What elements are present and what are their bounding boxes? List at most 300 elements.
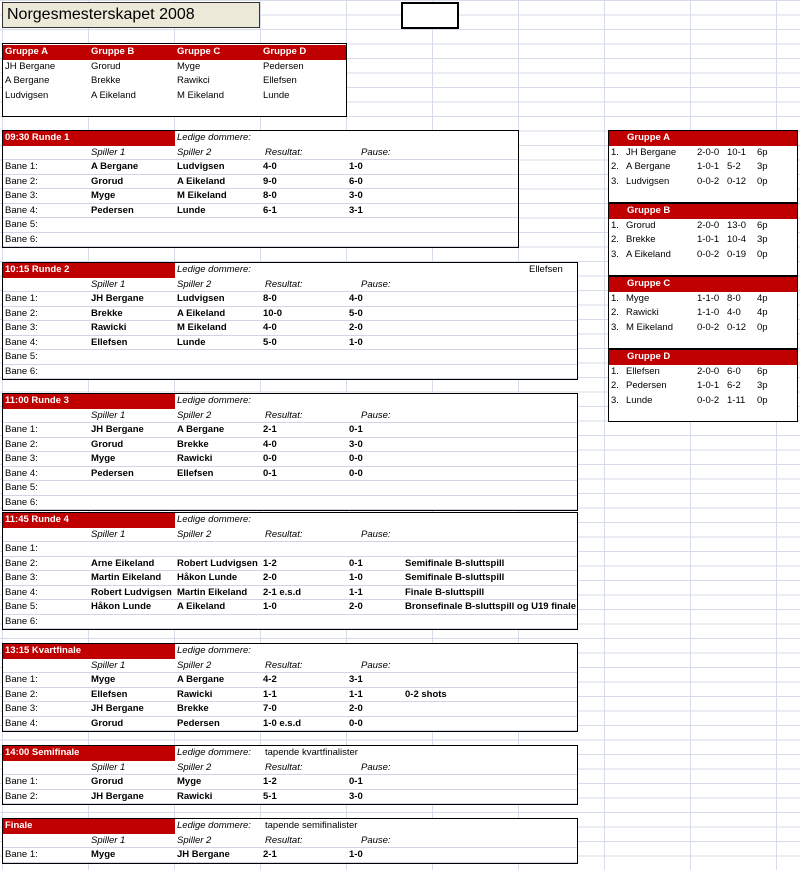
player1[interactable] — [91, 233, 175, 248]
pause-score[interactable]: 0-0 — [349, 453, 363, 464]
player2[interactable]: Ludvigsen — [177, 293, 225, 304]
match-note[interactable] — [405, 467, 577, 482]
player-name[interactable]: Myge — [626, 292, 650, 304]
pause-score[interactable]: 1-0 — [349, 336, 363, 348]
goal-diff[interactable]: 0-19 — [727, 248, 747, 260]
round-title[interactable]: 11:45 Runde 4 — [5, 514, 69, 525]
group-member[interactable]: A Bergane — [5, 75, 50, 86]
result[interactable]: 0-1 — [263, 467, 277, 479]
player-name[interactable]: Brekke — [626, 234, 656, 245]
court-label[interactable]: Bane 5: — [5, 351, 38, 362]
spiller2-label[interactable]: Spiller 2 — [177, 761, 212, 773]
player1[interactable]: Grorud — [91, 175, 124, 187]
judges-label[interactable]: Ledige dommere: — [177, 264, 251, 275]
pause-label[interactable]: Pause: — [361, 278, 391, 290]
position[interactable]: 3. — [611, 175, 619, 187]
match-note[interactable] — [405, 423, 577, 438]
result[interactable]: 2-1 — [263, 849, 277, 860]
judges-label[interactable]: Ledige dommere: — [177, 820, 251, 831]
position[interactable]: 1. — [611, 219, 619, 231]
pause-score[interactable] — [349, 350, 405, 365]
player-name[interactable]: A Eikeland — [626, 248, 671, 260]
position[interactable]: 1. — [611, 365, 619, 377]
spiller1-label[interactable]: Spiller 1 — [91, 659, 126, 671]
match-note[interactable] — [405, 233, 577, 248]
court-label[interactable]: Bane 5: — [5, 219, 38, 230]
player1[interactable] — [91, 542, 175, 557]
player1[interactable]: Brekke — [91, 307, 123, 319]
goal-diff[interactable]: 10-4 — [727, 234, 747, 245]
pause-score[interactable]: 2-0 — [349, 703, 363, 714]
player2[interactable] — [177, 218, 261, 233]
position[interactable]: 2. — [611, 307, 619, 318]
court-label[interactable]: Bane 2: — [5, 557, 38, 569]
spiller1-label[interactable]: Spiller 1 — [91, 761, 126, 773]
group-member[interactable]: A Eikeland — [91, 89, 136, 101]
match-note[interactable]: Semifinale B-sluttspill — [405, 557, 505, 569]
group-member[interactable]: M Eikeland — [177, 89, 224, 101]
round-extra[interactable] — [529, 819, 577, 834]
result[interactable]: 10-0 — [263, 307, 283, 319]
record[interactable]: 1-0-1 — [697, 161, 720, 172]
match-note[interactable]: 0-2 shots — [405, 688, 447, 700]
group-header[interactable]: Gruppe D — [263, 46, 307, 57]
pause-score[interactable]: 1-1 — [349, 586, 363, 598]
goal-diff[interactable]: 1-11 — [727, 394, 746, 406]
court-label[interactable]: Bane 4: — [5, 717, 38, 729]
player2[interactable]: Brekke — [177, 438, 209, 450]
pause-label[interactable]: Pause: — [361, 409, 391, 421]
round-extra[interactable] — [529, 513, 577, 528]
result[interactable]: 5-1 — [263, 790, 277, 802]
standings-title[interactable]: Gruppe C — [627, 278, 671, 289]
pause-score[interactable] — [349, 496, 405, 511]
pause-score[interactable]: 3-1 — [349, 204, 363, 216]
court-label[interactable]: Bane 6: — [5, 496, 38, 508]
result[interactable]: 4-0 — [263, 438, 277, 450]
court-label[interactable]: Bane 6: — [5, 365, 38, 377]
player1[interactable]: Grorud — [91, 776, 124, 787]
match-note[interactable] — [405, 615, 577, 630]
judges-value[interactable]: tapende kvartfinalister — [265, 747, 358, 758]
points[interactable]: 6p — [757, 146, 768, 158]
pause-score[interactable] — [349, 615, 405, 630]
round-extra[interactable]: Ellefsen — [529, 264, 563, 275]
spiller2-label[interactable]: Spiller 2 — [177, 659, 212, 671]
resultat-label[interactable]: Resultat: — [265, 278, 303, 290]
group-member[interactable]: Grorud — [91, 60, 121, 72]
pause-score[interactable] — [349, 218, 405, 233]
match-note[interactable]: Semifinale B-sluttspill — [405, 572, 505, 583]
position[interactable]: 3. — [611, 321, 619, 333]
match-note[interactable] — [405, 321, 577, 336]
pause-label[interactable]: Pause: — [361, 659, 391, 671]
player-name[interactable]: Ellefsen — [626, 365, 660, 377]
position[interactable]: 3. — [611, 394, 619, 406]
player2[interactable]: Lunde — [177, 336, 206, 348]
goal-diff[interactable]: 4-0 — [727, 307, 741, 318]
player-name[interactable]: Grorud — [626, 219, 656, 231]
player2[interactable]: A Eikeland — [177, 175, 226, 187]
record[interactable]: 0-0-2 — [697, 321, 720, 333]
court-label[interactable]: Bane 3: — [5, 453, 38, 464]
judges-label[interactable]: Ledige dommere: — [177, 514, 251, 525]
group-member[interactable]: Brekke — [91, 75, 121, 86]
player2[interactable]: Ellefsen — [177, 467, 214, 479]
court-label[interactable]: Bane 1: — [5, 161, 38, 172]
round-extra[interactable] — [529, 394, 577, 409]
standings-title[interactable]: Gruppe A — [627, 132, 670, 143]
judges-value[interactable] — [265, 394, 465, 409]
points[interactable]: 3p — [757, 234, 768, 245]
position[interactable]: 2. — [611, 234, 619, 245]
result[interactable]: 6-1 — [263, 204, 277, 216]
spiller2-label[interactable]: Spiller 2 — [177, 278, 212, 290]
player2[interactable]: Martin Eikeland — [177, 586, 248, 598]
court-label[interactable]: Bane 1: — [5, 424, 38, 435]
judges-label[interactable]: Ledige dommere: — [177, 395, 251, 406]
match-note[interactable] — [405, 218, 577, 233]
court-label[interactable]: Bane 4: — [5, 586, 38, 598]
result[interactable]: 8-0 — [263, 190, 277, 201]
standings-title[interactable]: Gruppe D — [627, 351, 671, 362]
result[interactable]: 1-0 — [263, 601, 277, 612]
pause-score[interactable]: 1-0 — [349, 161, 363, 172]
pause-score[interactable]: 3-0 — [349, 438, 363, 450]
group-member[interactable]: JH Bergane — [5, 60, 56, 72]
judges-value[interactable] — [265, 131, 465, 146]
match-note[interactable] — [405, 848, 577, 863]
round-title[interactable]: 09:30 Runde 1 — [5, 132, 70, 143]
player1[interactable]: Arne Eikeland — [91, 557, 155, 569]
standings-title[interactable]: Gruppe B — [627, 205, 671, 216]
player1[interactable]: JH Bergane — [91, 293, 144, 304]
player-name[interactable]: A Bergane — [626, 161, 671, 172]
result[interactable]: 1-0 e.s.d — [263, 717, 302, 729]
round-title[interactable]: 14:00 Semifinale — [5, 747, 80, 758]
result[interactable]: 8-0 — [263, 293, 277, 304]
pause-score[interactable]: 0-0 — [349, 717, 363, 729]
record[interactable]: 1-1-0 — [697, 292, 720, 304]
match-note[interactable] — [405, 542, 577, 557]
result[interactable]: 4-0 — [263, 161, 277, 172]
goal-diff[interactable]: 0-12 — [727, 321, 747, 333]
resultat-label[interactable]: Resultat: — [265, 834, 303, 846]
result[interactable]: 2-1 — [263, 424, 277, 435]
round-extra[interactable] — [529, 644, 577, 659]
group-member[interactable]: Ellefsen — [263, 75, 297, 86]
court-label[interactable]: Bane 1: — [5, 849, 38, 860]
position[interactable]: 2. — [611, 161, 619, 172]
goal-diff[interactable]: 13-0 — [727, 219, 747, 231]
spiller1-label[interactable]: Spiller 1 — [91, 409, 126, 421]
player2[interactable]: Rawicki — [177, 790, 213, 802]
judges-value[interactable] — [265, 263, 465, 278]
pause-score[interactable]: 0-0 — [349, 467, 363, 479]
court-label[interactable]: Bane 2: — [5, 175, 38, 187]
spiller1-label[interactable]: Spiller 1 — [91, 834, 126, 846]
court-label[interactable]: Bane 1: — [5, 293, 38, 304]
court-label[interactable]: Bane 1: — [5, 543, 38, 554]
spiller2-label[interactable]: Spiller 2 — [177, 834, 212, 846]
record[interactable]: 0-0-2 — [697, 175, 720, 187]
pause-score[interactable]: 2-0 — [349, 322, 363, 333]
goal-diff[interactable]: 10-1 — [727, 146, 747, 158]
player2[interactable] — [177, 542, 261, 557]
resultat-label[interactable]: Resultat: — [265, 761, 303, 773]
player1[interactable]: Grorud — [91, 438, 124, 450]
judges-value[interactable]: tapende semifinalister — [265, 820, 358, 831]
player2[interactable]: Håkon Lunde — [177, 572, 238, 583]
player1[interactable]: JH Bergane — [91, 790, 144, 802]
player2[interactable]: M Eikeland — [177, 190, 227, 201]
pause-score[interactable] — [349, 481, 405, 496]
pause-score[interactable]: 6-0 — [349, 175, 363, 187]
position[interactable]: 2. — [611, 380, 619, 391]
match-note[interactable] — [405, 307, 577, 322]
player-name[interactable]: Lunde — [626, 394, 653, 406]
result[interactable]: 1-1 — [263, 688, 277, 700]
result[interactable]: 2-0 — [263, 572, 277, 583]
points[interactable]: 4p — [757, 307, 768, 318]
court-label[interactable]: Bane 2: — [5, 790, 38, 802]
points[interactable]: 0p — [757, 321, 768, 333]
pause-score[interactable]: 1-0 — [349, 849, 363, 860]
record[interactable]: 1-0-1 — [697, 234, 720, 245]
court-label[interactable]: Bane 2: — [5, 438, 38, 450]
spiller2-label[interactable]: Spiller 2 — [177, 528, 212, 540]
player2[interactable] — [177, 615, 261, 630]
resultat-label[interactable]: Resultat: — [265, 146, 303, 158]
round-title[interactable]: 13:15 Kvartfinale — [5, 645, 82, 656]
player2[interactable] — [177, 350, 261, 365]
spiller1-label[interactable]: Spiller 1 — [91, 278, 126, 290]
player2[interactable]: Brekke — [177, 703, 209, 714]
court-label[interactable]: Bane 5: — [5, 482, 38, 493]
goal-diff[interactable]: 6-2 — [727, 380, 741, 391]
match-note[interactable] — [405, 452, 577, 467]
court-label[interactable]: Bane 1: — [5, 776, 38, 787]
record[interactable]: 1-1-0 — [697, 307, 720, 318]
result[interactable]: 0-0 — [263, 453, 277, 464]
player2[interactable] — [177, 365, 261, 380]
match-note[interactable] — [405, 717, 577, 732]
result[interactable] — [263, 481, 349, 496]
resultat-label[interactable]: Resultat: — [265, 659, 303, 671]
result[interactable] — [263, 615, 349, 630]
court-label[interactable]: Bane 1: — [5, 674, 38, 685]
pause-score[interactable]: 0-1 — [349, 424, 363, 435]
player-name[interactable]: Ludvigsen — [626, 175, 670, 187]
record[interactable]: 2-0-0 — [697, 219, 720, 231]
selected-cell[interactable] — [401, 2, 459, 29]
record[interactable]: 2-0-0 — [697, 146, 720, 158]
player1[interactable] — [91, 496, 175, 511]
court-label[interactable]: Bane 2: — [5, 688, 38, 700]
spiller1-label[interactable]: Spiller 1 — [91, 146, 126, 158]
player1[interactable]: Pedersen — [91, 467, 134, 479]
result[interactable]: 4-2 — [263, 674, 277, 685]
pause-score[interactable] — [349, 233, 405, 248]
match-note[interactable] — [405, 673, 577, 688]
goal-diff[interactable]: 8-0 — [727, 292, 741, 304]
record[interactable]: 2-0-0 — [697, 365, 720, 377]
player2[interactable]: Lunde — [177, 204, 206, 216]
court-label[interactable]: Bane 5: — [5, 601, 38, 612]
points[interactable]: 0p — [757, 394, 768, 406]
round-extra[interactable] — [529, 746, 577, 761]
result[interactable] — [263, 496, 349, 511]
player2[interactable]: A Bergane — [177, 674, 225, 685]
player2[interactable] — [177, 233, 261, 248]
match-note[interactable] — [405, 189, 577, 204]
player2[interactable]: Pedersen — [177, 717, 220, 729]
result[interactable] — [263, 542, 349, 557]
result[interactable]: 7-0 — [263, 703, 277, 714]
round-title[interactable]: Finale — [5, 820, 33, 831]
player1[interactable]: Pedersen — [91, 204, 134, 216]
pause-score[interactable]: 1-0 — [349, 572, 363, 583]
court-label[interactable]: Bane 6: — [5, 615, 38, 627]
court-label[interactable]: Bane 4: — [5, 336, 38, 348]
player1[interactable]: Myge — [91, 849, 116, 860]
player1[interactable] — [91, 615, 175, 630]
result[interactable] — [263, 365, 349, 380]
player1[interactable]: Ellefsen — [91, 336, 128, 348]
points[interactable]: 3p — [757, 380, 768, 391]
match-note[interactable] — [405, 496, 577, 511]
pause-score[interactable]: 3-0 — [349, 190, 363, 201]
match-note[interactable]: Bronsefinale B-sluttspill og U19 finale — [405, 601, 577, 612]
group-member[interactable]: Ludvigsen — [5, 89, 49, 101]
result[interactable]: 5-0 — [263, 336, 277, 348]
pause-score[interactable] — [349, 365, 405, 380]
pause-score[interactable]: 1-1 — [349, 688, 363, 700]
player1[interactable]: Myge — [91, 190, 116, 201]
match-note[interactable] — [405, 350, 577, 365]
match-note[interactable] — [405, 702, 577, 717]
result[interactable]: 2-1 e.s.d — [263, 586, 302, 598]
group-member[interactable]: Myge — [177, 60, 201, 72]
result[interactable]: 1-2 — [263, 557, 277, 569]
record[interactable]: 0-0-2 — [697, 248, 720, 260]
player1[interactable] — [91, 365, 175, 380]
player1[interactable]: Myge — [91, 674, 116, 685]
player2[interactable]: M Eikeland — [177, 322, 227, 333]
player2[interactable] — [177, 481, 261, 496]
player1[interactable]: Ellefsen — [91, 688, 128, 700]
result[interactable]: 4-0 — [263, 322, 277, 333]
match-note[interactable] — [405, 336, 577, 351]
player1[interactable] — [91, 350, 175, 365]
group-member[interactable]: Rawikci — [177, 75, 210, 86]
court-label[interactable]: Bane 3: — [5, 322, 38, 333]
court-label[interactable]: Bane 3: — [5, 572, 38, 583]
pause-label[interactable]: Pause: — [361, 761, 391, 773]
round-title[interactable]: 10:15 Runde 2 — [5, 264, 70, 275]
pause-score[interactable]: 2-0 — [349, 601, 363, 612]
match-note[interactable] — [405, 292, 577, 307]
match-note[interactable] — [405, 790, 577, 805]
points[interactable]: 3p — [757, 161, 768, 172]
pause-score[interactable]: 3-1 — [349, 674, 363, 685]
pause-score[interactable] — [349, 542, 405, 557]
court-label[interactable]: Bane 6: — [5, 233, 38, 245]
court-label[interactable]: Bane 4: — [5, 204, 38, 216]
court-label[interactable]: Bane 4: — [5, 467, 38, 479]
match-note[interactable] — [405, 175, 577, 190]
match-note[interactable] — [405, 160, 577, 175]
position[interactable]: 3. — [611, 248, 619, 260]
group-header[interactable]: Gruppe C — [177, 46, 221, 57]
pause-score[interactable]: 0-1 — [349, 776, 363, 787]
spiller1-label[interactable]: Spiller 1 — [91, 528, 126, 540]
round-title[interactable]: 11:00 Runde 3 — [5, 395, 69, 406]
position[interactable]: 1. — [611, 292, 619, 304]
judges-label[interactable]: Ledige dommere: — [177, 747, 251, 758]
pause-score[interactable]: 4-0 — [349, 293, 363, 304]
points[interactable]: 4p — [757, 292, 768, 304]
group-member[interactable]: Pedersen — [263, 60, 304, 72]
points[interactable]: 0p — [757, 248, 768, 260]
group-header[interactable]: Gruppe B — [91, 46, 135, 57]
spiller2-label[interactable]: Spiller 2 — [177, 409, 212, 421]
player2[interactable]: JH Bergane — [177, 849, 230, 860]
points[interactable]: 6p — [757, 365, 768, 377]
goal-diff[interactable]: 6-0 — [727, 365, 741, 377]
points[interactable]: 0p — [757, 175, 768, 187]
player1[interactable] — [91, 218, 175, 233]
player1[interactable]: JH Bergane — [91, 424, 144, 435]
player1[interactable]: Myge — [91, 453, 116, 464]
player2[interactable]: Myge — [177, 776, 202, 787]
round-extra[interactable] — [470, 131, 518, 146]
result[interactable]: 1-2 — [263, 776, 277, 787]
match-note[interactable] — [405, 204, 577, 219]
match-note[interactable] — [405, 775, 577, 790]
points[interactable]: 6p — [757, 219, 768, 231]
player1[interactable]: Grorud — [91, 717, 124, 729]
player2[interactable]: A Eikeland — [177, 601, 226, 612]
goal-diff[interactable]: 0-12 — [727, 175, 747, 187]
goal-diff[interactable]: 5-2 — [727, 161, 741, 172]
pause-score[interactable]: 3-0 — [349, 790, 363, 802]
pause-score[interactable]: 0-1 — [349, 557, 363, 569]
player1[interactable]: JH Bergane — [91, 703, 144, 714]
result[interactable] — [263, 233, 349, 248]
match-note[interactable]: Finale B-sluttspill — [405, 586, 485, 598]
group-member[interactable]: Lunde — [263, 89, 290, 101]
player1[interactable]: Rawicki — [91, 322, 127, 333]
player2[interactable]: Robert Ludvigsen — [177, 557, 258, 569]
court-label[interactable]: Bane 2: — [5, 307, 38, 319]
player1[interactable] — [91, 481, 175, 496]
result[interactable]: 9-0 — [263, 175, 277, 187]
pause-label[interactable]: Pause: — [361, 528, 391, 540]
player1[interactable]: Robert Ludvigsen — [91, 586, 172, 598]
player2[interactable]: Rawicki — [177, 453, 213, 464]
spiller2-label[interactable]: Spiller 2 — [177, 146, 212, 158]
player2[interactable]: Ludvigsen — [177, 161, 225, 172]
player1[interactable]: Martin Eikeland — [91, 572, 162, 583]
judges-label[interactable]: Ledige dommere: — [177, 645, 251, 656]
player-name[interactable]: Rawicki — [626, 307, 659, 318]
record[interactable]: 1-0-1 — [697, 380, 720, 391]
result[interactable] — [263, 218, 349, 233]
player1[interactable]: A Bergane — [91, 161, 139, 172]
match-note[interactable] — [405, 438, 577, 453]
resultat-label[interactable]: Resultat: — [265, 409, 303, 421]
